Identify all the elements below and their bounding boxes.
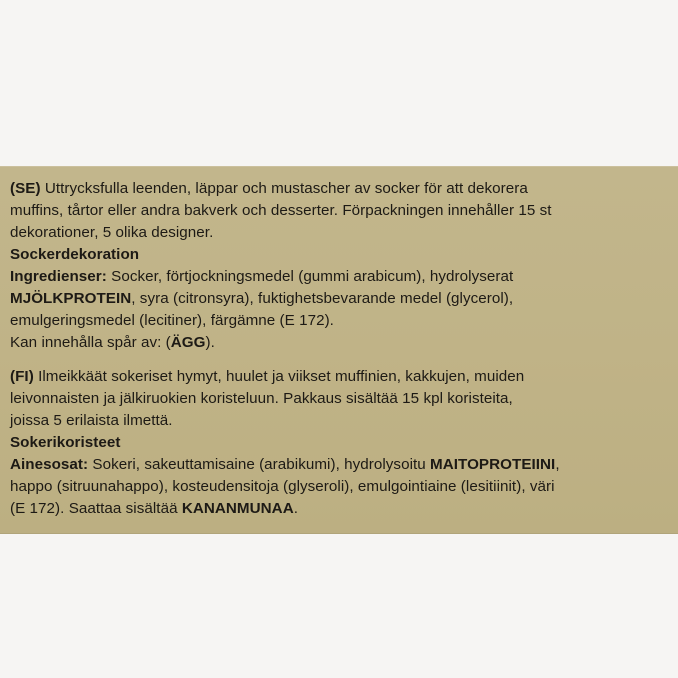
finnish-section	[10, 366, 675, 520]
se-ingredients-text: Socker, förtjockningsmedel (gummi arabicum), hydrolyserat	[106, 268, 514, 285]
fi-allergen-milk: MAITOPROTEIINI	[430, 456, 556, 473]
se-ingredients-label: Ingredienser:	[10, 268, 107, 285]
se-allergen-milk: MJÖLKPROTEIN	[10, 290, 132, 307]
se-ingredients-line-1	[10, 266, 675, 288]
swedish-section	[10, 178, 675, 354]
se-language-code: (SE)	[10, 180, 41, 197]
se-product-name: Sockerdekoration	[10, 246, 140, 263]
se-ingredients-text-2: , syra (citronsyra), fuktighetsbevarande medel (glycerol),	[131, 290, 514, 307]
fi-may-contain-text: (E 172). Saattaa sisältää	[10, 500, 182, 517]
fi-ingredients-line-2: happo (sitruunahappo), kosteudensitoja (glyseroli), emulgointiaine (lesitiinit), väri	[10, 478, 555, 495]
fi-ingredients-text: Sokeri, sakeuttamisaine (arabikumi), hydrolysoitu	[88, 456, 431, 473]
se-may-contain-text: Kan innehålla spår av: (	[10, 334, 171, 351]
fi-description-line-1	[10, 366, 675, 388]
se-description-line-1	[10, 178, 675, 200]
fi-ingredients-line-1	[10, 454, 675, 476]
se-allergen-egg: ÄGG	[170, 334, 206, 351]
se-description-line-3: dekorationer, 5 olika designer.	[10, 224, 214, 241]
se-description-line-2: muffins, tårtor eller andra bakverk och desserter. Förpackningen innehåller 15 st	[10, 202, 552, 219]
fi-allergen-milk-end: ,	[555, 456, 560, 473]
fi-description-line-3: joissa 5 erilaista ilmettä.	[10, 412, 173, 429]
fi-allergen-egg: KANANMUNAA	[181, 500, 294, 517]
fi-may-contain	[10, 498, 675, 520]
fi-description-line-2: leivonnaisten ja jälkiruokien koristeluun. Pakkaus sisältää 15 kpl koristeita,	[10, 390, 513, 407]
fi-product-name: Sokerikoristeet	[10, 434, 121, 451]
se-description-text-1: Uttrycksfulla leenden, läppar och mustascher av socker för att dekorera	[40, 180, 528, 197]
se-may-contain-end: ).	[205, 334, 215, 351]
se-may-contain	[10, 332, 675, 354]
fi-language-code: (FI)	[10, 368, 34, 385]
fi-description-text-1: Ilmeikkäät sokeriset hymyt, huulet ja viikset muffinien, kakkujen, muiden	[33, 368, 525, 385]
fi-ingredients-label: Ainesosat:	[10, 456, 89, 473]
se-ingredients-line-2	[10, 288, 675, 310]
fi-may-contain-end: .	[293, 500, 298, 517]
se-ingredients-line-3: emulgeringsmedel (lecitiner), färgämne (E 172).	[10, 312, 334, 329]
